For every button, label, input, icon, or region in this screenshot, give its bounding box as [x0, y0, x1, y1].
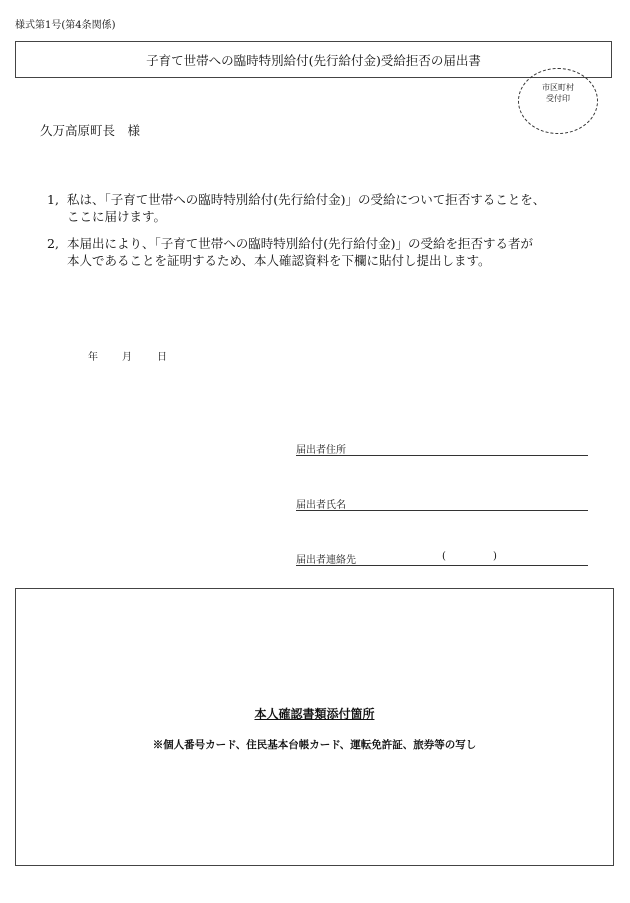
item-text-line: 本人であることを証明するため、本人確認資料を下欄に貼付し提出します。: [67, 253, 491, 268]
item-text-line: ここに届けます。: [67, 209, 167, 224]
date-year-label: 年: [88, 352, 98, 363]
item-number: 2,: [47, 236, 59, 251]
paren-close: ): [493, 551, 497, 562]
paren-open: (: [442, 551, 446, 562]
applicant-contact-label: 届出者連絡先: [296, 555, 356, 566]
reception-stamp-area: [518, 68, 598, 134]
document-title-box: [15, 41, 612, 78]
id-document-attachment-box: [15, 588, 614, 866]
stamp-label-municipality: 市区町村: [542, 83, 574, 92]
item-number: 1,: [47, 192, 59, 207]
addressee: 久万高原町長 様: [40, 123, 141, 138]
declaration-item-1: [47, 191, 607, 231]
item-text-line: 本届出により、「子育て世帯への臨時特別給付(先行給付金)」の受給を拒否する者が: [67, 236, 534, 251]
attachment-title: 本人確認書類添付箇所: [254, 707, 375, 721]
applicant-name-field[interactable]: [296, 496, 588, 511]
date-month-label: 月: [122, 352, 132, 363]
attachment-note: ※個人番号カード、住民基本台帳カード、運転免許証、旅券等の写し: [152, 739, 477, 751]
applicant-contact-field[interactable]: [296, 551, 588, 566]
form-number: 様式第1号(第4条関係): [15, 20, 116, 31]
item-text-line: 私は、「子育て世帯への臨時特別給付(先行給付金)」の受給について拒否することを、: [67, 192, 546, 207]
applicant-name-label: 届出者氏名: [296, 500, 346, 511]
date-day-label: 日: [157, 352, 167, 363]
stamp-label-reception: 受付印: [546, 94, 570, 103]
applicant-address-field[interactable]: [296, 441, 588, 456]
document-title: 子育て世帯への臨時特別給付(先行給付金)受給拒否の届出書: [146, 52, 481, 68]
applicant-address-label: 届出者住所: [296, 445, 346, 456]
declaration-item-2: [47, 235, 607, 275]
date-line: [0, 348, 200, 364]
